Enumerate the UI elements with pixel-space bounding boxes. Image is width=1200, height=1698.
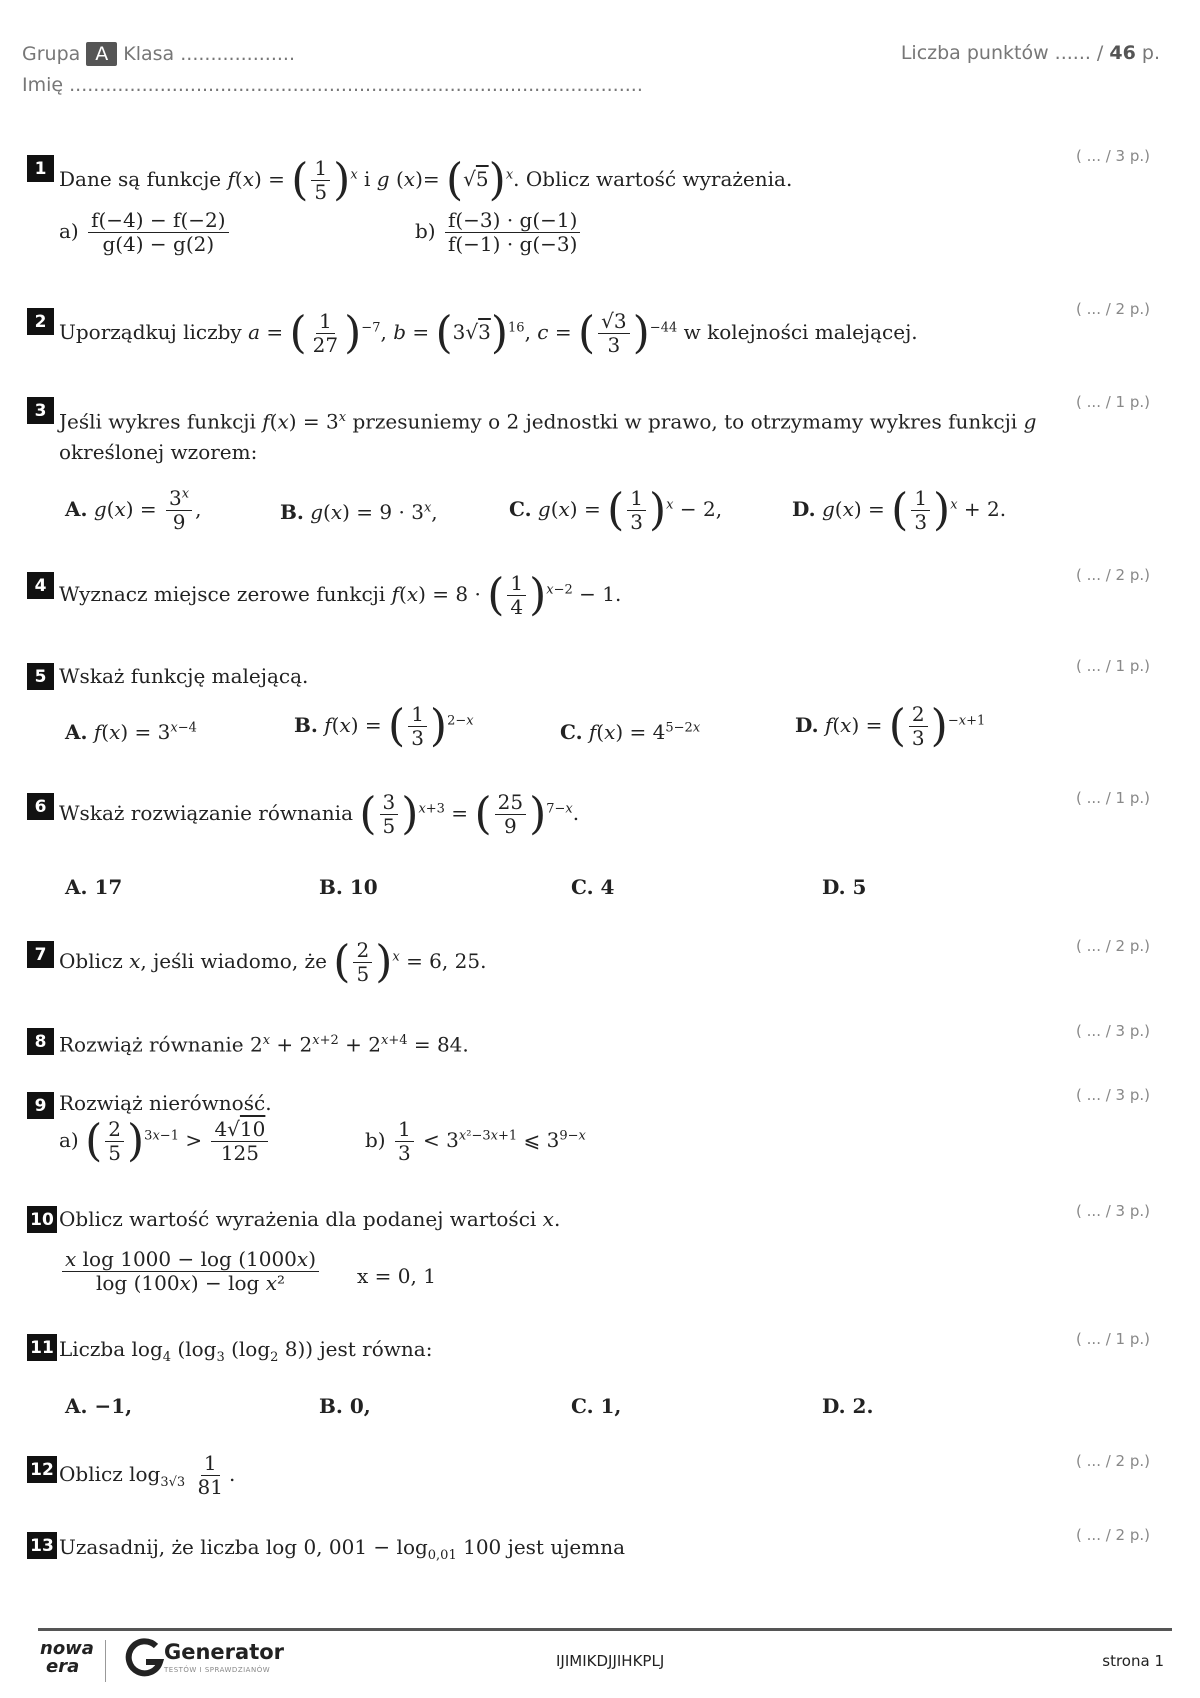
option-b: B. 10 <box>319 875 378 899</box>
option-d: D. f(x) = ( $\frac{2}{3}$ )$^{-x+1}$ <box>795 700 986 752</box>
option-a: A. −1, <box>65 1394 133 1418</box>
task-number: 2 <box>27 308 54 335</box>
task-points: ( ... / 1 p.) <box>1076 393 1150 411</box>
task-number: 6 <box>27 793 54 820</box>
task-number: 7 <box>27 941 54 968</box>
option-c: C. $f(x) = 4^{5-2x}$ <box>560 720 701 744</box>
logo-separator <box>105 1640 106 1682</box>
task-text: Rozwiąż nierówność. <box>59 1091 272 1115</box>
task-number: 11 <box>27 1334 57 1361</box>
task-number: 13 <box>27 1532 57 1559</box>
task-points: ( ... / 1 p.) <box>1076 789 1150 807</box>
task-points: ( ... / 2 p.) <box>1076 937 1150 955</box>
class-field: Klasa ................... <box>123 43 295 65</box>
group-badge: A <box>86 42 117 66</box>
task-number: 10 <box>27 1206 57 1233</box>
option-b: B. f(x) = ( $\frac{1}{3}$ )$^{2-x}$ <box>294 700 474 752</box>
task-text: Uzasadnij, że liczba log 0, $001 - \log_{0,01} 100$ jest ujemna <box>59 1535 626 1563</box>
option-d: D. 2. <box>822 1394 874 1418</box>
points-total: Liczba punktów ...... / 46 p. <box>900 42 1160 64</box>
option-c: C. 1, <box>571 1394 622 1418</box>
subtask-b: b) $\frac{f(-3) \cdot g(-1)}{f(-1) \cdot g(-3)}$ <box>415 209 583 256</box>
option-a: A. 17 <box>65 875 123 899</box>
option-b: B. $g(x) = 9 \cdot 3^x$, <box>280 500 438 524</box>
option-d: D. g(x) = ( $\frac{1}{3}$ )$^x$ + 2. <box>792 484 1007 536</box>
option-a: A. g(x) = $\frac{3^x}{9}$ , <box>65 486 202 534</box>
task-points: ( ... / 2 p.) <box>1076 300 1150 318</box>
task-number: 3 <box>27 397 54 424</box>
generator-logo-subtitle: TESTÓW I SPRAWDZIANÓW <box>164 1666 271 1674</box>
subtask-a: a) $\frac{f(-4) - f(-2)}{g(4) - g(2)}$ <box>59 209 232 256</box>
task-text: Oblicz x, jeśli wiadomo, że ( $\frac{2}{5}$ )$^x$ = 6, 25. <box>59 936 487 988</box>
task-points: ( ... / 3 p.) <box>1076 1202 1150 1220</box>
task-points: ( ... / 3 p.) <box>1076 147 1150 165</box>
task-number: 9 <box>27 1092 54 1119</box>
task-text: Jeśli wykres funkcji $f(x) = 3^x$ przesuniemy o 2 jednostki w prawo, to otrzymamy wykres funkcji g <box>59 409 1037 434</box>
task-text: Wskaż rozwiązanie równania ( $\frac{3}{5}$ )$^{x+3}$ = ( $\frac{25}{9}$ )$^{7-x}$. <box>59 788 580 840</box>
task-text: Wyznacz miejsce zerowe funkcji f(x) = 8 · ( $\frac{1}{4}$ )$^{x-2}$ − 1. <box>59 569 622 621</box>
nowa-era-logo: nowa era <box>40 1638 94 1677</box>
generator-logo-text: Generator <box>164 1640 285 1664</box>
task-text: Liczba $\log_4 (\log_3$ ($\log_2$ 8)) jest równa: <box>59 1337 433 1365</box>
expression: $\frac{\text{x log 1000 − log (1000x)}}{\text{log (100x) − log x²}}$ <box>59 1248 322 1295</box>
option-a: A. $f(x) = 3^{x-4}$ <box>65 720 197 744</box>
task-number: 8 <box>27 1028 54 1055</box>
task-points: ( ... / 1 p.) <box>1076 657 1150 675</box>
option-d: D. 5 <box>822 875 867 899</box>
generator-logo-icon <box>122 1636 166 1680</box>
task-text: Dane są funkcje f(x) = ( $\frac{1}{5}$ )$^x$ i g $(x)= (√5)^x$. Oblicz wartość wyrażenia. <box>59 154 793 206</box>
task-text: Uporządkuj liczby a = ( $\frac{1}{27}$ )$^{-7}$, $b = (3√3)^{16}$, c = ( $\frac{√3}{3}$ )$^{-44}$ w kolejności malejącej. <box>59 307 918 359</box>
task-text-2: określonej wzorem: <box>59 440 258 464</box>
task-text: Wskaż funkcję malejącą. <box>59 664 309 688</box>
task-text: Rozwiąż równanie $2^x + 2^{x+2} + 2^{x+4} = 84$. <box>59 1032 469 1057</box>
task-number: 12 <box>27 1456 57 1483</box>
subtask-a: a) ( $\frac{2}{5}$ )$^{3x-1}$ > $\frac{4√10}{125}$ <box>59 1118 271 1165</box>
task-number: 4 <box>27 572 54 599</box>
subtask-b: b) $\frac{1}{3}$ < $3^{x^2-3x+1}$ ⩽ $3^{9-x}$ <box>365 1117 586 1165</box>
task-points: ( ... / 2 p.) <box>1076 1526 1150 1544</box>
option-c: C. g(x) = ( $\frac{1}{3}$ )$^x$ − 2, <box>509 484 723 536</box>
page-number: strona 1 <box>1102 1652 1164 1670</box>
task-text: Oblicz $\log_{3√3}$ $\frac{1}{81}$ . <box>59 1451 236 1499</box>
footer-divider <box>38 1628 1172 1631</box>
task-points: ( ... / 2 p.) <box>1076 1452 1150 1470</box>
task-points: ( ... / 3 p.) <box>1076 1022 1150 1040</box>
task-text: Oblicz wartość wyrażenia dla podanej wartości x. <box>59 1207 561 1231</box>
group-label: Grupa A Klasa ................... <box>22 43 295 65</box>
name-field: Imię ............................................................................................... <box>22 74 643 96</box>
task-number: 1 <box>27 155 54 182</box>
task-points: ( ... / 1 p.) <box>1076 1330 1150 1348</box>
task-number: 5 <box>27 663 54 690</box>
task-points: ( ... / 3 p.) <box>1076 1086 1150 1104</box>
option-c: C. 4 <box>571 875 615 899</box>
option-b: B. 0, <box>319 1394 371 1418</box>
task-points: ( ... / 2 p.) <box>1076 566 1150 584</box>
x-value: x = 0, 1 <box>357 1264 436 1288</box>
document-code: IJIMIKDJJIHKPLJ <box>556 1652 665 1670</box>
